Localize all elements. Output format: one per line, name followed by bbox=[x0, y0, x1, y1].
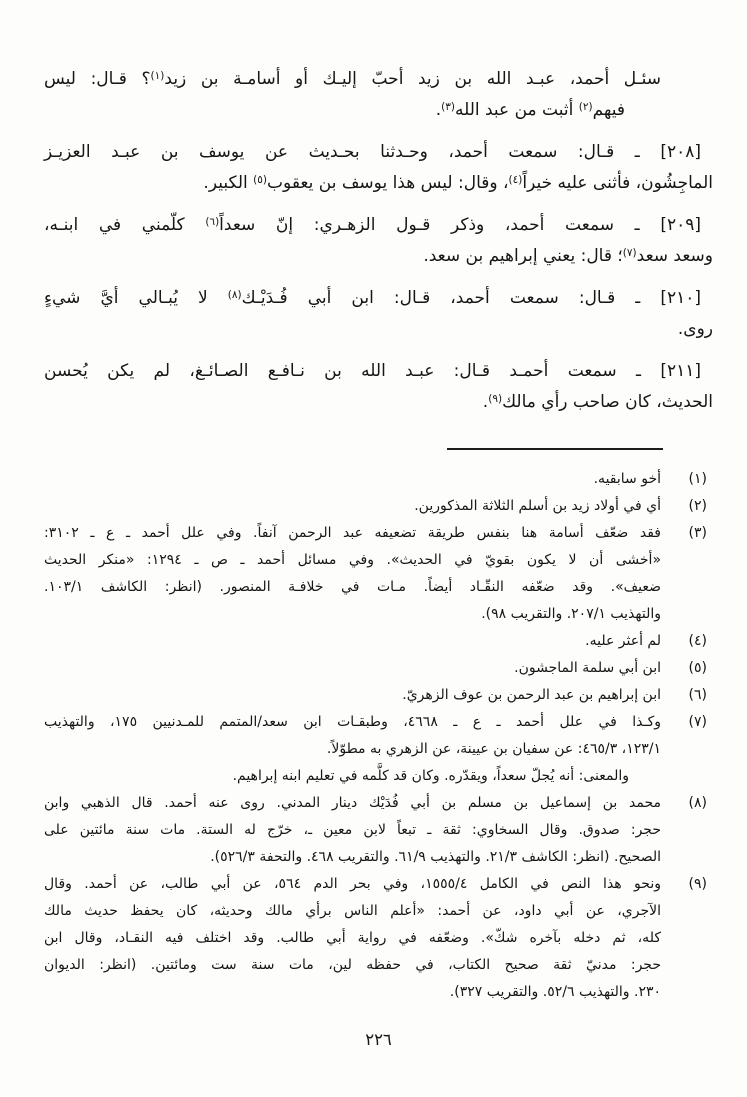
footnote-number: (٤) bbox=[688, 633, 707, 649]
text-line: وسعد سعد$^{(٧)}$؛ قال: يعني إبراهيم بن سعد. bbox=[423, 246, 713, 266]
footnote-separator bbox=[447, 448, 663, 450]
text-line: الماجِشُون، فأثنى عليه خيراً$^{(٤)}$، وقال: ليس هذا يوسف بن يعقوب$^{(٥)}$ الكبير. bbox=[203, 173, 713, 193]
paragraph bbox=[44, 356, 713, 418]
footnote-line: وكـذا في علل أحمد ـ ع ـ ٤٦٦٨، وطبقـات ابن سعد/المتمم للمـدنيين ١٧٥، والتهذيب bbox=[44, 714, 661, 730]
footnote-ref-marker: (٨) bbox=[227, 289, 242, 301]
footnote bbox=[44, 628, 713, 655]
footnote-number: (٦) bbox=[688, 687, 707, 703]
footnote-line: محمد بن إسماعيل بن مسلم بن أبي فُدَيْك دينار المدني. روى عنه أحمد. قال الذهبي وابن bbox=[44, 795, 661, 811]
footnote-number: (٨) bbox=[688, 795, 707, 811]
text-line: [٢١١] ـ سمعت أحمـد قـال: عبـد الله بن نـافـع الصـائـغ، لم يكن يُحسن bbox=[44, 361, 701, 381]
footnote-line: والمعنى: أنه يُجلّ سعداً، ويقدّره. وكان قد كلَّمه في تعليم ابنه إبراهيم. bbox=[232, 768, 629, 784]
footnote-line: أخو سابقيه. bbox=[593, 471, 661, 487]
footnote-line: والتهذيب ٢٠٧/١. والتقريب ٩٨). bbox=[481, 606, 661, 622]
footnote-line: ونحو هذا النص في الكامل ١٥٥٥/٤، وفي بحر الدم ٥٦٤، عن أبي طالب، عن أحمد. وقال bbox=[44, 876, 661, 892]
footnote-line: فقد ضعّف أسامة هنا بنفس طريقة تضعيفه عبد الرحمن آنفاً. وفي علل أحمد ـ ع ـ ٣١٠٢: bbox=[44, 525, 661, 541]
footnote-line: ابن أبي سلمة الماجشون. bbox=[514, 660, 661, 676]
paragraph bbox=[44, 283, 713, 345]
footnote-line: الصحيح. (انظر: الكاشف ٢١/٣. والتهذيب ٦١/٩. والتقريب ٤٦٨. والتحفة ٥٢٦/٣). bbox=[210, 849, 661, 865]
footnote bbox=[44, 655, 713, 682]
footnote-line: ٢٣٠. والتهذيب ٥٢/٦. والتقريب ٣٢٧). bbox=[449, 984, 661, 1000]
footnote-line: حجر: مدنيّ ثقة صحيح الكتاب، في حفظه لين، مات سنة ست ومائتين. (انظر: الديوان bbox=[44, 957, 661, 973]
footnote-line: أي في أولاد زيد بن أسلم الثلاثة المذكورين. bbox=[414, 498, 661, 514]
footnote-number: (٥) bbox=[688, 660, 707, 676]
footnote bbox=[44, 871, 713, 1006]
footnote-ref-marker: (٥) bbox=[253, 174, 268, 186]
main-text bbox=[44, 64, 713, 418]
footnote-ref-marker: (٢) bbox=[578, 101, 593, 113]
footnote-ref-marker: (٣) bbox=[441, 101, 455, 113]
footnote bbox=[44, 520, 713, 628]
paragraph bbox=[44, 210, 713, 272]
paragraph bbox=[44, 137, 713, 199]
footnote-number: (١) bbox=[688, 471, 707, 487]
footnote bbox=[44, 682, 713, 709]
text-line: الحديث، كان صاحب رأي مالك$^{(٩)}$. bbox=[482, 392, 713, 412]
footnote-line: ضعيف». وقد ضعّفه النقّـاد أيضاً. مـات في خلافـة المنصور. (انظر: الكاشف ١٠٣/١. bbox=[44, 579, 661, 595]
footnote-number: (٧) bbox=[688, 714, 707, 730]
footnote-number: (٣) bbox=[688, 525, 707, 541]
text-line: [٢٠٨] ـ قـال: سمعت أحمد، وحـدثنا بحـديث عن يوسف بن عبـد العزيـز bbox=[44, 142, 701, 162]
footnote bbox=[44, 790, 713, 871]
footnote-line: كله، ثم دخله بآخره شكّ». وضعّفه في رواية أبي طالب. وقد اختلف فيه النقـاد، وقال ابن bbox=[44, 930, 661, 946]
footnote-ref-marker: (١) bbox=[150, 70, 165, 82]
footnote bbox=[44, 466, 713, 493]
footnote-ref-marker: (٤) bbox=[508, 174, 523, 186]
page-number: ٢٢٦ bbox=[365, 1030, 392, 1049]
footnote-number: (٢) bbox=[688, 498, 707, 514]
footnotes-section bbox=[44, 466, 713, 1006]
footnote-ref-marker: (٦) bbox=[205, 216, 220, 228]
text-line: روى. bbox=[677, 319, 713, 339]
footnote-line: حجر: صدوق. وقال السخاوي: ثقة ـ تبعاً لابن معين ـ، خرّج له الستة. مات سنة مائتين على bbox=[44, 822, 661, 838]
text-line: سئـل أحمد، عبـد الله بن زيد أحبّ إليـك أو أسامـة بن زيد$^{(١)}$؟ قـال: ليس bbox=[44, 69, 661, 89]
footnote bbox=[44, 493, 713, 520]
footnote-line: ابن إبراهيم بن عبد الرحمن بن عوف الزهريّ. bbox=[402, 687, 661, 703]
footnote-subparagraph bbox=[44, 763, 661, 790]
footnote-line: الآجري، عن أبي داود، عن أحمد: «أعلم الناس برأي مالك وحديثه، كان يحفظ حديث مالك bbox=[44, 903, 661, 919]
footnote bbox=[44, 709, 713, 790]
text-line: [٢١٠] ـ قـال: سمعت أحمد، قـال: ابن أبي فُـدَيْـك$^{(٨)}$ لا يُبـالي أيَّ شيءٍ bbox=[44, 288, 701, 308]
footnote-line: لم أعثر عليه. bbox=[585, 633, 661, 649]
footnote-line: ١٢٣/١، ٤٦٥/٣: عن سفيان بن عيينة، عن الزهري به مطوّلاً. bbox=[326, 741, 661, 757]
footnote-line: «أخشى أن لا يكون بقويّ في الحديث». وفي مسائل أحمد ـ ص ـ ١٢٩٤: «منكر الحديث bbox=[44, 552, 662, 568]
footnote-number: (٩) bbox=[688, 876, 707, 892]
paragraph bbox=[44, 64, 713, 126]
footnote-ref-marker: (٩) bbox=[488, 393, 503, 405]
text-line: فيهم$^{(٢)}$ أثبت من عبد الله$^{(٣)}$. bbox=[435, 100, 625, 120]
footnote-ref-marker: (٧) bbox=[622, 247, 637, 259]
text-line: [٢٠٩] ـ سمعت أحمد، وذكر قـول الزهـري: إنّ سعداً$^{(٦)}$ كلّمني في ابنـه، bbox=[44, 215, 702, 235]
